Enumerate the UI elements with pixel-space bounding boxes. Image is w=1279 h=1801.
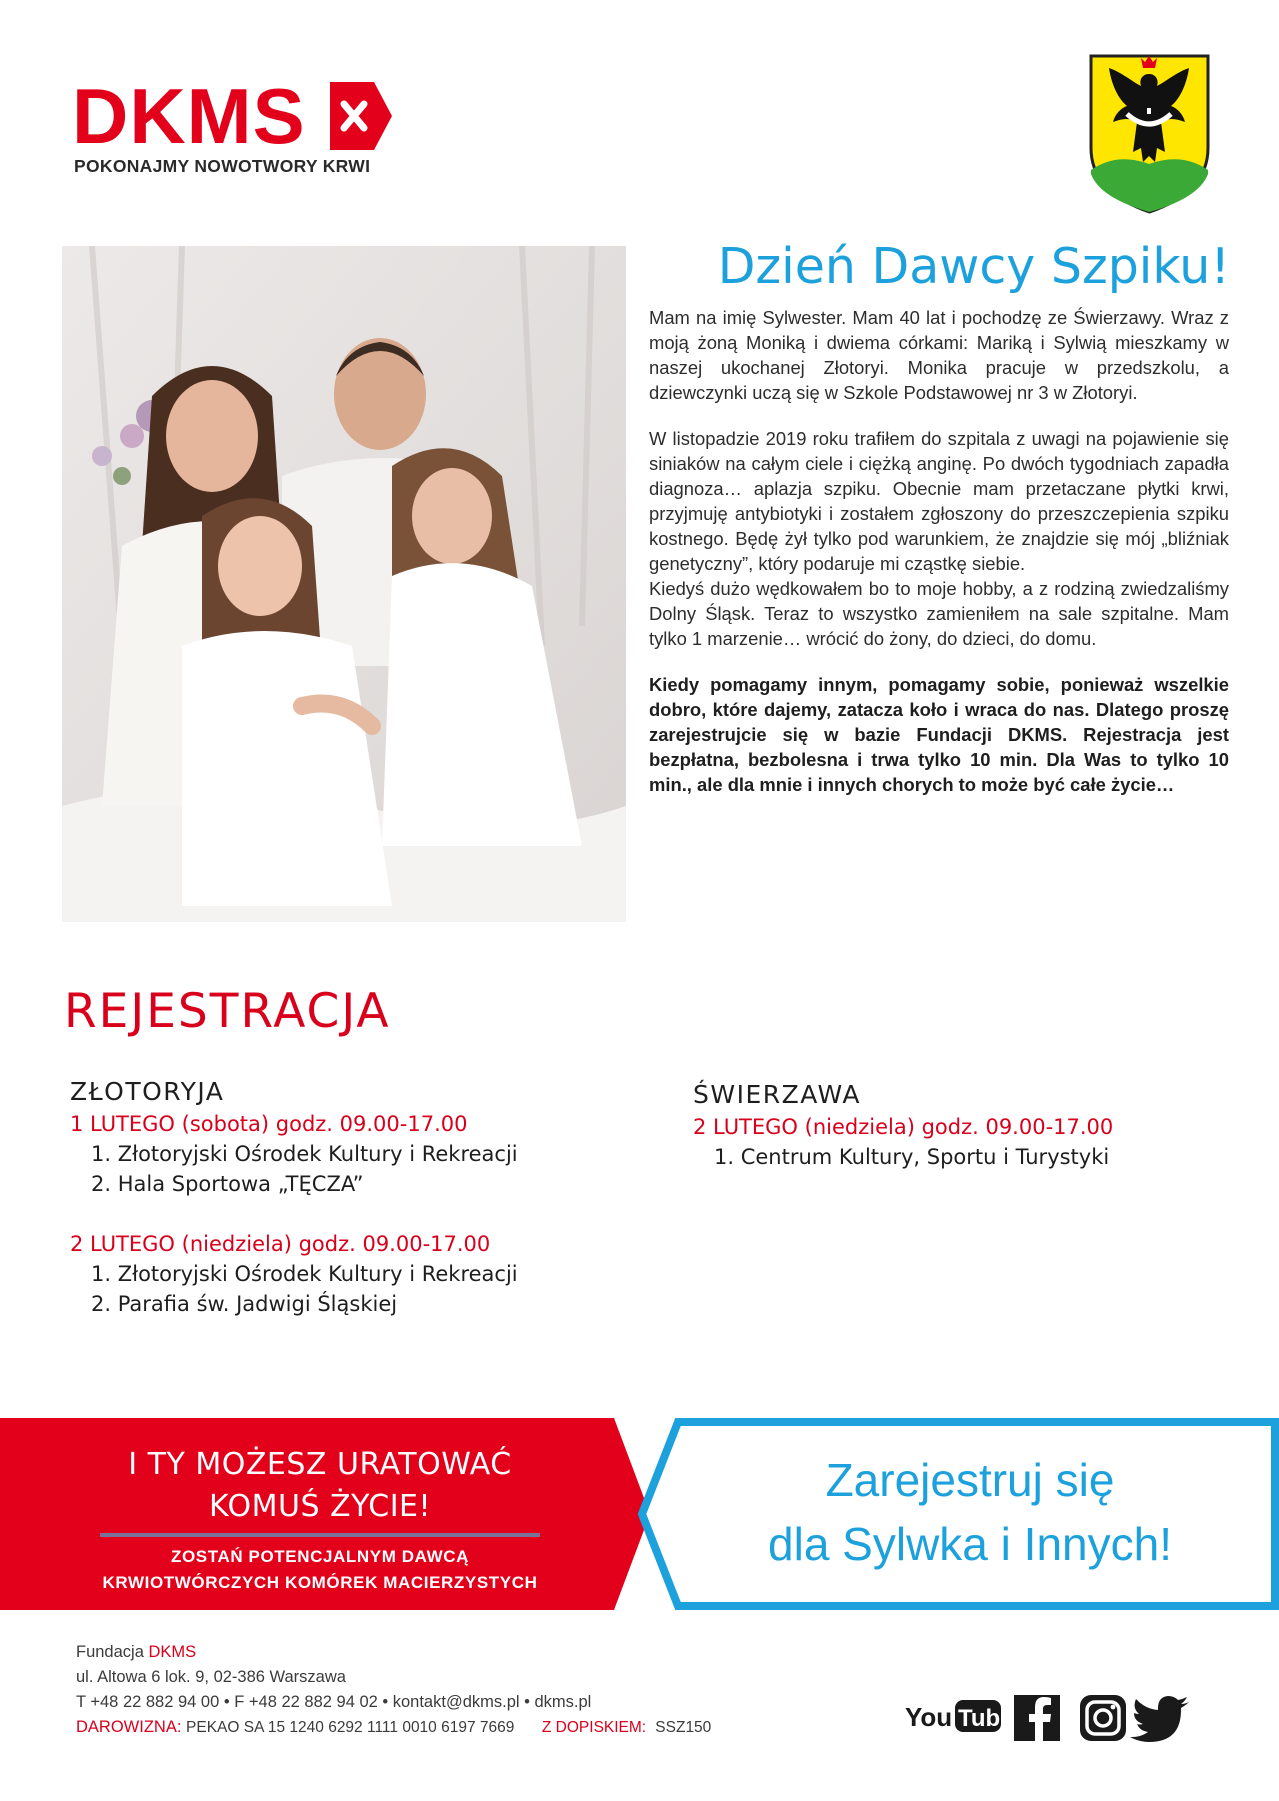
story-paragraph-3: Kiedyś dużo wędkowałem bo to moje hobby, a z rodziną zwiedzaliśmy Dolny Śląsk. Teraz to wszystko zamieniłem na sale szpitalne. Mam tylko 1 marzenie… wrócić do żony, do dzieci, do domu. bbox=[649, 578, 1229, 649]
svg-text:Tube: Tube bbox=[958, 1705, 1014, 1732]
venue-item: 2. Parafia św. Jadwigi Śląskiej bbox=[91, 1292, 398, 1316]
banner-subline-2: KRWIOTWÓRCZYCH KOMÓREK MACIERZYSTYCH bbox=[102, 1573, 538, 1592]
brand-tagline: POKONAJMY NOWOTWORY KRWI bbox=[74, 156, 371, 176]
banner-headline bbox=[90, 1444, 550, 1528]
note-label: Z DOPISKIEM: bbox=[541, 1719, 647, 1736]
twitter-icon[interactable] bbox=[1130, 1696, 1189, 1742]
footer-contact bbox=[76, 1640, 711, 1740]
social-icons bbox=[905, 1688, 1190, 1742]
cta-line-1: Zarejestruj się bbox=[825, 1454, 1115, 1506]
venue-item: 1. Centrum Kultury, Sportu i Turystyki bbox=[714, 1145, 1110, 1169]
story-text bbox=[649, 305, 1229, 797]
bank-account: PEKAO SA 15 1240 6292 1111 0010 6197 7669 bbox=[186, 1719, 515, 1736]
footer-contact-line: T +48 22 882 94 00 • F +48 22 882 94 02 • kontakt@dkms.pl • dkms.pl bbox=[76, 1693, 592, 1711]
foundation-line: Fundacja DKMS bbox=[76, 1643, 197, 1661]
svg-text:You: You bbox=[905, 1702, 953, 1732]
cta-line-2: dla Sylwka i Innych! bbox=[768, 1518, 1172, 1570]
donation-label: DAROWIZNA: bbox=[76, 1718, 182, 1736]
banner-divider bbox=[100, 1533, 540, 1537]
registration-zlotoryja bbox=[70, 1075, 518, 1319]
city-name: ŚWIERZAWA bbox=[693, 1080, 861, 1109]
instagram-icon[interactable] bbox=[1080, 1695, 1126, 1741]
story-paragraph-1: Mam na imię Sylwester. Mam 40 lat i pochodzę ze Świerzawy. Wraz z moją żoną Moniką i dwiema córkami: Mariką i Sylwią mieszkamy w naszej ukochanej Złotoryi. Monika pracuje w przedszkolu, a dziewczynki uczą się w Szkole Podstawowej nr 3 w Złotoryi. bbox=[649, 307, 1229, 403]
donation-line bbox=[76, 1715, 711, 1740]
facebook-icon[interactable] bbox=[1014, 1695, 1060, 1741]
banner-subline-1: ZOSTAŃ POTENCJALNYM DAWCĄ bbox=[170, 1547, 469, 1566]
dkms-x-icon bbox=[330, 82, 392, 150]
story-title: Dzień Dawcy Szpiku! bbox=[717, 238, 1230, 295]
story-appeal: Kiedy pomagamy innym, pomagamy sobie, ponieważ wszelkie dobro, które dajemy, zatacza koło i wraca do nas. Dlatego proszę zarejestrujcie się w bazie Fundacji DKMS. Rejestracja jest bezpłatna, bezbolesna i trwa tylko 10 min. Dla Was to tylko 10 min., ale dla mnie i innych chorych to może być całe życie… bbox=[649, 674, 1229, 795]
family-photo bbox=[62, 246, 626, 922]
banner-headline-line-1: I TY MOŻESZ URATOWAĆ bbox=[128, 1447, 512, 1482]
registration-date: 2 LUTEGO (niedziela) godz. 09.00-17.00 bbox=[70, 1232, 491, 1256]
registration-swierzawa bbox=[693, 1078, 1113, 1172]
youtube-icon[interactable] bbox=[905, 1700, 1014, 1732]
banner-subline bbox=[80, 1544, 560, 1596]
brand-name: DKMS bbox=[72, 72, 306, 160]
note-code: SSZ150 bbox=[655, 1719, 712, 1736]
banner-headline-line-2: KOMUŚ ŻYCIE! bbox=[208, 1489, 432, 1524]
foundation-name: DKMS bbox=[148, 1643, 197, 1661]
city-name: ZŁOTORYJA bbox=[70, 1077, 225, 1106]
coat-of-arms-icon bbox=[1087, 52, 1212, 216]
registration-date: 2 LUTEGO (niedziela) godz. 09.00-17.00 bbox=[693, 1115, 1114, 1139]
register-call-to-action bbox=[700, 1448, 1240, 1576]
venue-item: 1. Złotoryjski Ośrodek Kultury i Rekreacji bbox=[91, 1262, 518, 1286]
dkms-logo bbox=[72, 72, 412, 182]
registration-title: REJESTRACJA bbox=[64, 984, 391, 1039]
venue-item: 1. Złotoryjski Ośrodek Kultury i Rekreacji bbox=[91, 1142, 518, 1166]
footer-address: ul. Altowa 6 lok. 9, 02-386 Warszawa bbox=[76, 1668, 346, 1686]
registration-date: 1 LUTEGO (sobota) godz. 09.00-17.00 bbox=[70, 1112, 468, 1136]
venue-item: 2. Hala Sportowa „TĘCZA” bbox=[91, 1172, 364, 1196]
story-paragraph-2: W listopadzie 2019 roku trafiłem do szpitala z uwagi na pojawienie się siniaków na całym ciele i ciężką anginę. Po dwóch tygodniach zapadła diagnoza… aplazja szpiku. Obecnie mam przetaczane płytki krwi, przyjmuję antybiotyki i zostałem zgłoszony do przeszczepienia szpiku kostnego. Będę żył tylko pod warunkiem, że znajdzie się mój „bliźniak genetyczny”, który podaruje mi cząstkę siebie. bbox=[649, 428, 1229, 574]
